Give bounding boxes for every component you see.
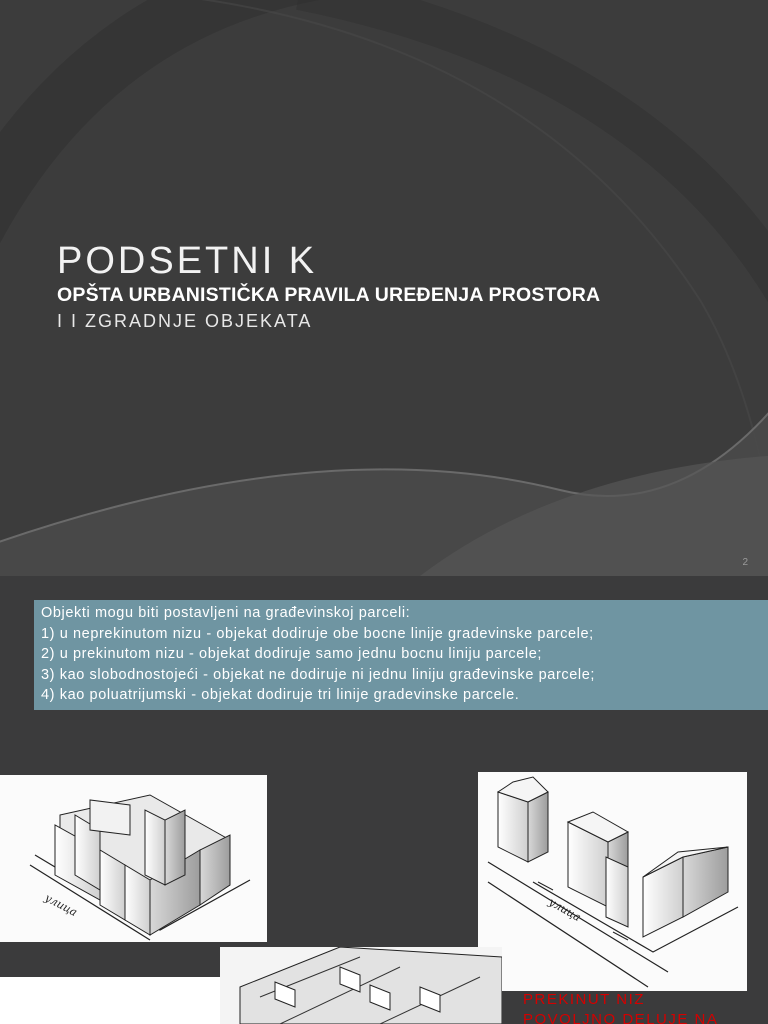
subtitle-bold: OPŠTA URBANISTIČKA PRAVILA UREĐENJA PROSTORA (57, 284, 601, 306)
info-line: 2) u prekinutom nizu - objekat dodiruje samo jednu bocnu liniju parcele; (41, 646, 543, 662)
page-title: PODSETNI K (57, 240, 318, 282)
info-line: 3) kao slobodnostojeći - objekat ne dodiruje ni jednu liniju građevinske parcele; (41, 666, 595, 683)
street-label: улица (42, 891, 80, 919)
info-line: 4) kao poluatrijumski - objekat dodiruje tri linije gradevinske parcele. (41, 687, 520, 703)
caption-line: PREKINUT NIZ (523, 991, 645, 1008)
freestanding-illustration (220, 947, 502, 1024)
continuous-row-illustration (0, 775, 267, 942)
subtitle-regular: I I ZGRADNJE OBJEKATA (57, 311, 313, 331)
caption (523, 990, 743, 1024)
page-number: 2 (742, 557, 748, 568)
info-line: Objekti mogu biti postavljeni na građevinskoj parceli: (41, 605, 411, 621)
info-line: 1) u neprekinutom nizu - objekat dodiruje obe bocne linije gradevinske parcele; (41, 625, 594, 642)
caption-line: POVOLJNO DELUJE NA (523, 1011, 719, 1024)
interrupted-row-illustration (478, 772, 747, 991)
illustration-fragment (0, 977, 220, 1024)
content-slide (0, 576, 768, 1024)
street-label: улица (546, 895, 584, 924)
info-box (34, 600, 768, 710)
